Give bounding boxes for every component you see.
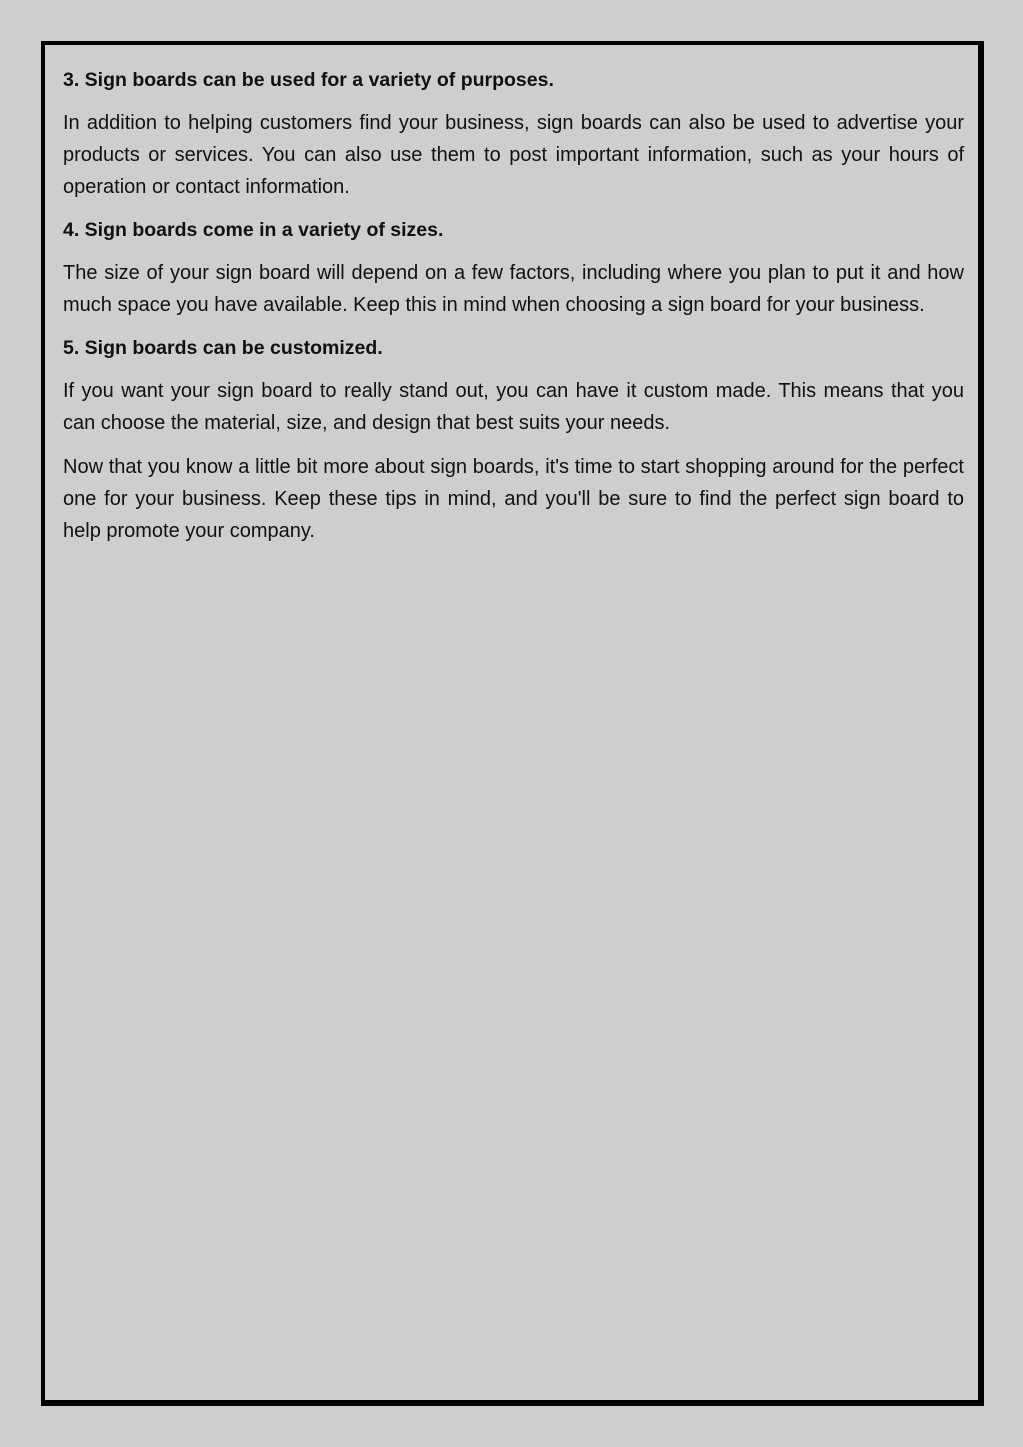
section-heading-3: 3. Sign boards can be used for a variety of purposes. [63, 69, 554, 91]
section-heading-5: 5. Sign boards can be customized. [63, 337, 383, 359]
section-heading-4: 4. Sign boards come in a variety of sizes. [63, 219, 444, 241]
document-content [63, 65, 964, 559]
conclusion-paragraph: Now that you know a little bit more about sign boards, it's time to start shopping around for the perfect one for your business. Keep these tips in mind, and you'll be sure to find the perfect sign board to help promote your company. [63, 456, 964, 542]
page-frame [41, 41, 984, 1406]
section-body-3: In addition to helping customers find your business, sign boards can also be used to advertise your products or services. You can also use them to post important information, such as your hours of operation or contact information. [63, 112, 964, 198]
section-body-5: If you want your sign board to really stand out, you can have it custom made. This means that you can choose the material, size, and design that best suits your needs. [63, 380, 964, 434]
section-body-4: The size of your sign board will depend on a few factors, including where you plan to put it and how much space you have available. Keep this in mind when choosing a sign board for your business. [63, 262, 964, 316]
